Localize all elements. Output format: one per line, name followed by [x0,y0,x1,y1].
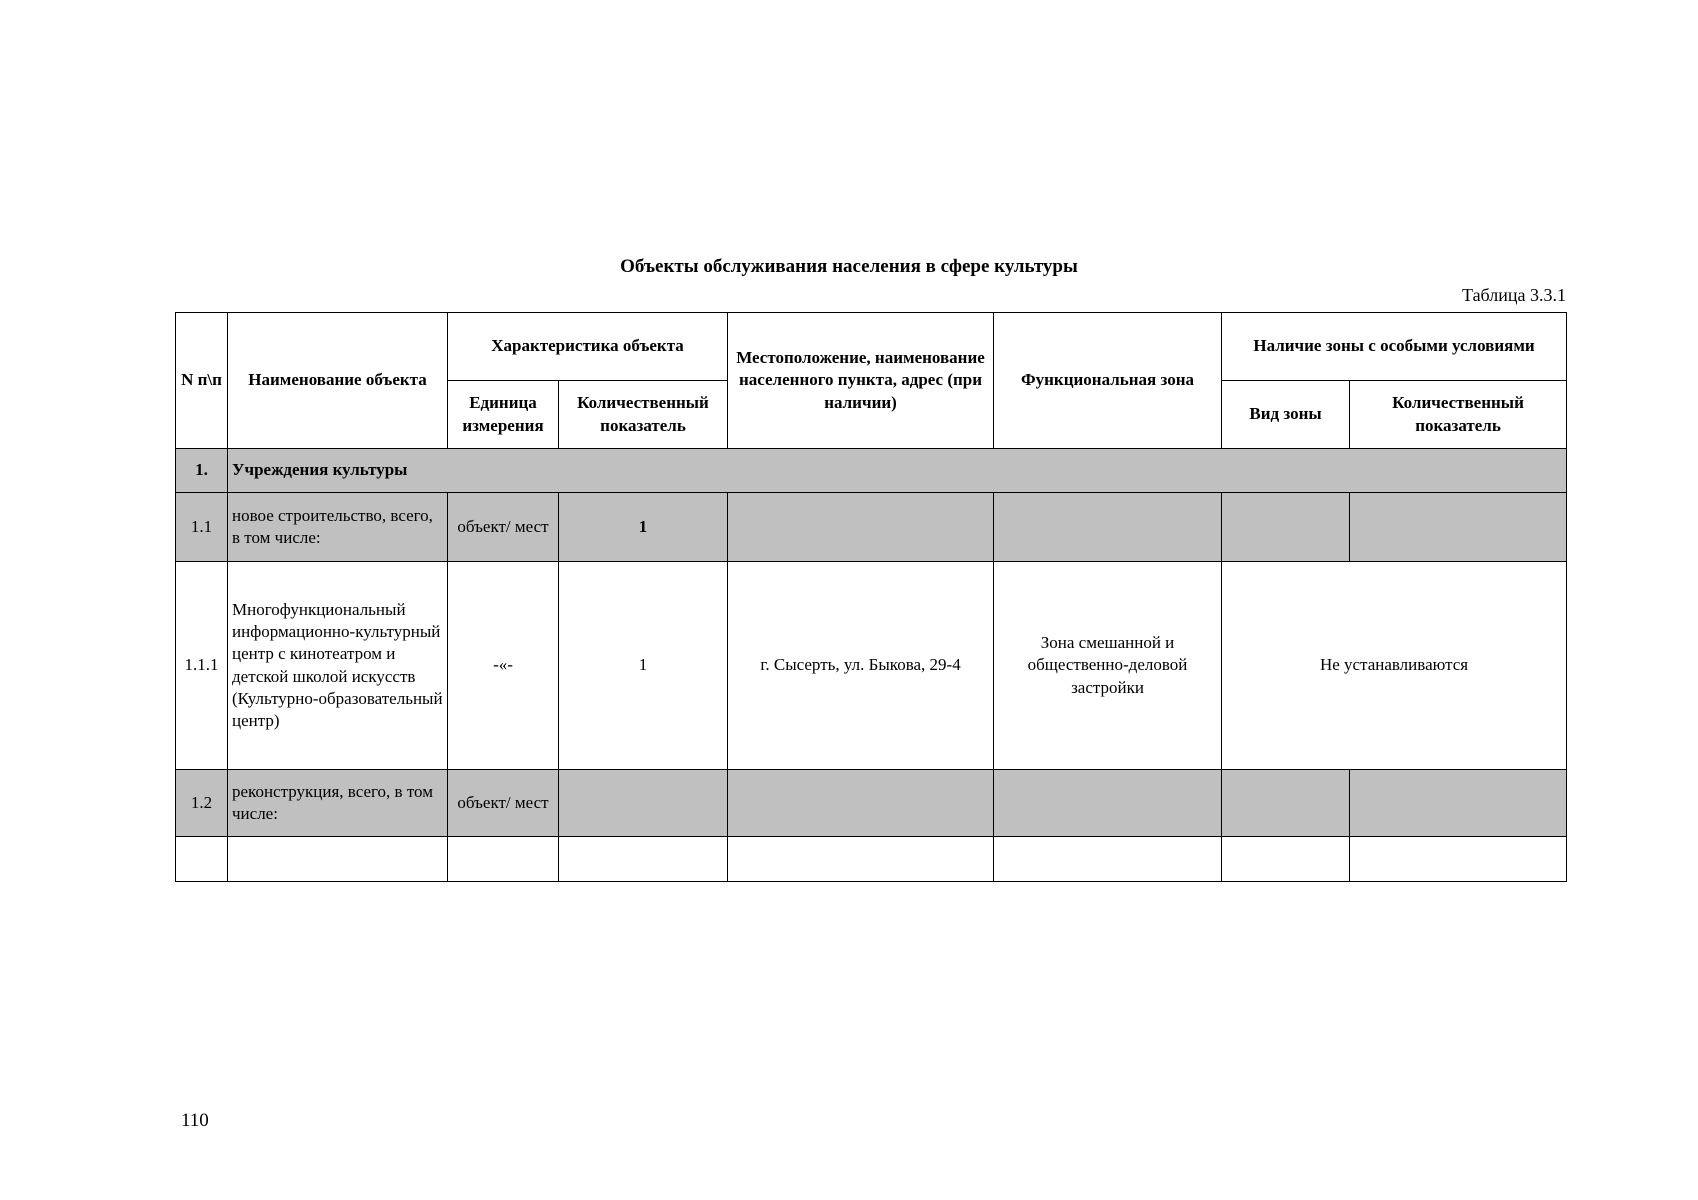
row-1-1-num: 1.1 [176,493,228,562]
row-1-2-name: реконструкция, всего, в том числе: [228,770,448,837]
page-number: 110 [181,1110,209,1131]
header-functional-zone: Функциональная зона [994,313,1222,449]
header-num: N п\п [176,313,228,449]
row-1-1-1-name: Многофункциональный информационно-культурный центр с кинотеатром и детской школой искусств (Культурно-образовательный центр) [228,562,448,770]
row-1-1-functional-zone [994,493,1222,562]
row-1-1-1-unit: -«- [448,562,559,770]
row-1-2-quantity [559,770,728,837]
row-1-2-unit: объект/ мест [448,770,559,837]
row-1-1-zone-type [1222,493,1350,562]
header-location: Местоположение, наименование населенного пункта, адрес (при наличии) [728,313,994,449]
document-title: Объекты обслуживания населения в сфере культуры [620,256,1078,277]
empty-cell [1222,837,1350,882]
row-1-1-1-num: 1.1.1 [176,562,228,770]
table-label: Таблица 3.3.1 [1462,285,1566,305]
empty-cell [228,837,448,882]
row-1-1-1-quantity: 1 [559,562,728,770]
row-1-2-num: 1.2 [176,770,228,837]
row-1-1-1-location: г. Сысерть, ул. Быкова, 29-4 [728,562,994,770]
row-1-1-1-functional-zone: Зона смешанной и общественно-деловой застройки [994,562,1222,770]
empty-cell [1350,837,1567,882]
empty-cell [728,837,994,882]
header-quantity: Количественный показатель [559,381,728,449]
row-1-1-unit: объект/ мест [448,493,559,562]
section-num: 1. [176,449,228,493]
header-zone-quantity: Количественный показатель [1350,381,1567,449]
empty-cell [176,837,228,882]
row-1-2-zone-quantity [1350,770,1567,837]
table-row-1-1-1 [176,562,1567,770]
table-row-1-2 [176,770,1567,837]
row-1-1-location [728,493,994,562]
table-row-1-1 [176,493,1567,562]
row-1-1-quantity: 1 [559,493,728,562]
row-1-2-zone-type [1222,770,1350,837]
culture-objects-table [175,312,1567,882]
empty-cell [448,837,559,882]
section-row [176,449,1567,493]
table-row-empty [176,837,1567,882]
row-1-2-location [728,770,994,837]
row-1-1-zone-quantity [1350,493,1567,562]
row-1-2-functional-zone [994,770,1222,837]
section-name: Учреждения культуры [228,449,1567,493]
row-1-1-name: новое строительство, всего, в том числе: [228,493,448,562]
header-name: Наименование объекта [228,313,448,449]
row-1-1-1-special-zone: Не устанавливаются [1222,562,1567,770]
header-unit: Единица измерения [448,381,559,449]
header-row-1 [176,313,1567,381]
empty-cell [994,837,1222,882]
header-zone-type: Вид зоны [1222,381,1350,449]
header-characteristics: Характеристика объекта [448,313,728,381]
empty-cell [559,837,728,882]
header-special-zone: Наличие зоны с особыми условиями [1222,313,1567,381]
